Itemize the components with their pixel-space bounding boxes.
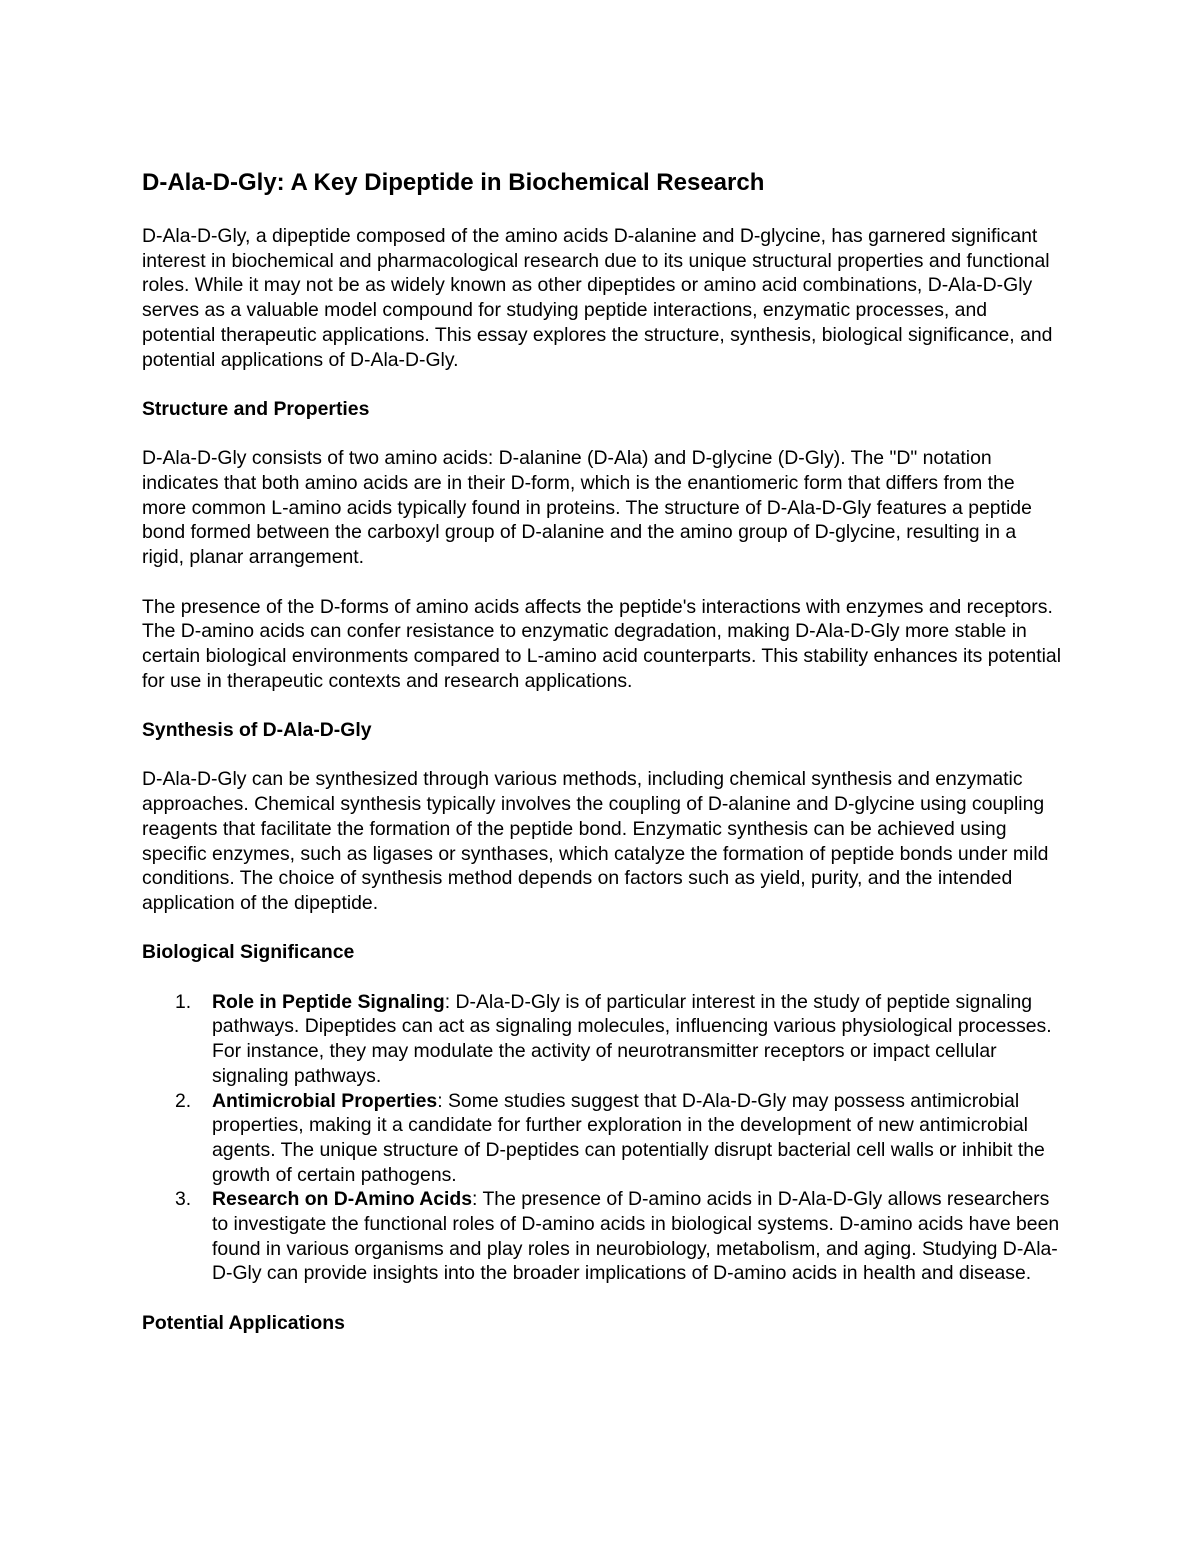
list-item-term: Role in Peptide Signaling	[212, 990, 445, 1013]
list-item-text: : The presence of D-amino acids in D-Ala-D-Gly allows researchers to investigate the functional roles of D-amino acids in biological systems. D-amino acids have been found in various organisms and play roles in neurobiology, metabolism, and aging. Studying D-Ala-D-Gly can provide insights into the broader implications of D-amino acids in health and disease.	[212, 1188, 1060, 1285]
document-title: D-Ala-D-Gly: A Key Dipeptide in Biochemical Research	[142, 169, 765, 196]
list-item	[142, 1089, 1062, 1188]
structure-paragraph-2: The presence of the D-forms of amino acids affects the peptide's interactions with enzymes and receptors. The D-amino acids can confer resistance to enzymatic degradation, making D-Ala-D-Gly more stable in certain biological environments compared to L-amino acid counterparts. This stability enhances its potential for use in therapeutic contexts and research applications.	[142, 595, 1062, 692]
structure-paragraph-1: D-Ala-D-Gly consists of two amino acids: D-alanine (D-Ala) and D-glycine (D-Gly). The "D" notation indicates that both amino acids are in their D-form, which is the enantiomeric form that differs from the more common L-amino acids typically found in proteins. The structure of D-Ala-D-Gly features a peptide bond formed between the carboxyl group of D-alanine and the amino group of D-glycine, resulting in a rigid, planar arrangement.	[142, 447, 1032, 569]
section-heading-biological: Biological Significance	[142, 941, 355, 964]
document-body	[142, 166, 1062, 1360]
list-item-term: Antimicrobial Properties	[212, 1089, 438, 1112]
list-item-number: 2.	[175, 1089, 192, 1112]
synthesis-paragraph: D-Ala-D-Gly can be synthesized through various methods, including chemical synthesis and enzymatic approaches. Chemical synthesis typically involves the coupling of D-alanine and D-glycine using coupling reagents that facilitate the formation of the peptide bond. Enzymatic synthesis can be achieved using specific enzymes, such as ligases or synthases, which catalyze the formation of peptide bonds under mild conditions. The choice of synthesis method depends on factors such as yield, purity, and the intended application of the dipeptide.	[142, 768, 1049, 914]
intro-paragraph: D-Ala-D-Gly, a dipeptide composed of the amino acids D-alanine and D-glycine, has garnered significant interest in biochemical and pharmacological research due to its unique structural properties and functional roles. While it may not be as widely known as other dipeptides or amino acid combinations, D-Ala-D-Gly serves as a valuable model compound for studying peptide interactions, enzymatic processes, and potential therapeutic applications. This essay explores the structure, synthesis, biological significance, and potential applications of D-Ala-D-Gly.	[142, 225, 1053, 371]
list-item	[142, 990, 1062, 1089]
section-heading-synthesis: Synthesis of D-Ala-D-Gly	[142, 719, 372, 741]
list-item-text: : D-Ala-D-Gly is of particular interest in the study of peptide signaling pathways. Dipeptides can act as signaling molecules, influencing various physiological processes. For instance, they may modulate the activity of neurotransmitter receptors or impact cellular signaling pathways.	[212, 990, 1052, 1087]
list-item-term: Research on D-Amino Acids	[212, 1188, 473, 1211]
section-heading-structure: Structure and Properties	[142, 397, 370, 420]
biological-significance-list	[142, 990, 1062, 1286]
list-item-number: 1.	[175, 990, 192, 1013]
list-item	[142, 1187, 1062, 1286]
section-heading-applications: Potential Applications	[142, 1311, 345, 1334]
list-item-number: 3.	[175, 1188, 192, 1211]
list-item-text: : Some studies suggest that D-Ala-D-Gly may possess antimicrobial properties, making it a candidate for further exploration in the development of new antimicrobial agents. The unique structure of D-peptides can potentially disrupt bacterial cell walls or inhibit the growth of certain pathogens.	[212, 1089, 1045, 1186]
